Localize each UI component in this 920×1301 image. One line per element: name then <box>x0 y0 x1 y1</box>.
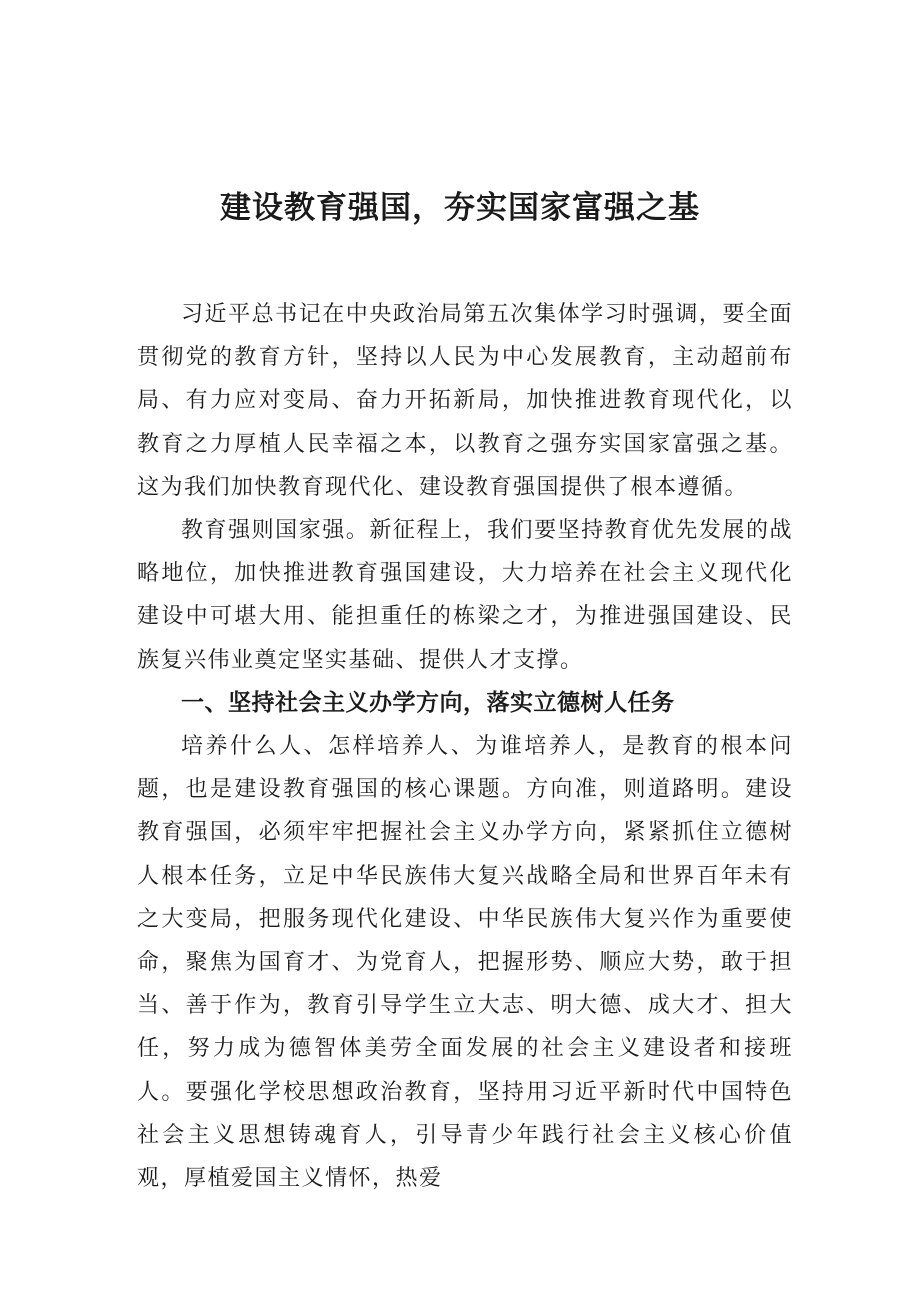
section-paragraph: 培养什么人、怎样培养人、为谁培养人，是教育的根本问题，也是建设教育强国的核心课题。方向准，则道路明。建设教育强国，必须牢牢把握社会主义办学方向，紧紧抓住立德树人根本任务，立足中华民族伟大复兴战略全局和世界百年未有之大变局，把服务现代化建设、中华民族伟大复兴作为重要使命，聚焦为国育才、为党育人，把握形势、顺应大势，敢于担当、善于作为，教育引导学生立大志、明大德、成大才、担大任，努力成为德智体美劳全面发展的社会主义建设者和接班人。要强化学校思想政治教育，坚持用习近平新时代中国特色社会主义思想铸魂育人，引导青少年践行社会主义核心价值观，厚植爱国主义情怀，热爱 <box>137 734 793 1192</box>
document-body <box>137 293 793 1200</box>
section-heading: 一、坚持社会主义办学方向，落实立德树人任务 <box>181 689 675 716</box>
second-paragraph: 教育强则国家强。新征程上，我们要坚持教育优先发展的战略地位，加快推进教育强国建设，大力培养在社会主义现代化建设中可堪大用、能担重任的栋梁之才，为推进强国建设、民族复兴伟业奠定坚实基础、提供人才支撑。 <box>137 518 793 673</box>
document-title: 建设教育强国，夯实国家富强之基 <box>220 190 700 226</box>
intro-paragraph: 习近平总书记在中央政治局第五次集体学习时强调，要全面贯彻党的教育方针，坚持以人民为中心发展教育，主动超前布局、有力应对变局、奋力开拓新局，加快推进教育现代化，以教育之力厚植人民幸福之本，以教育之强夯实国家富强之基。这为我们加快教育现代化、建设教育强国提供了根本遵循。 <box>137 302 793 500</box>
